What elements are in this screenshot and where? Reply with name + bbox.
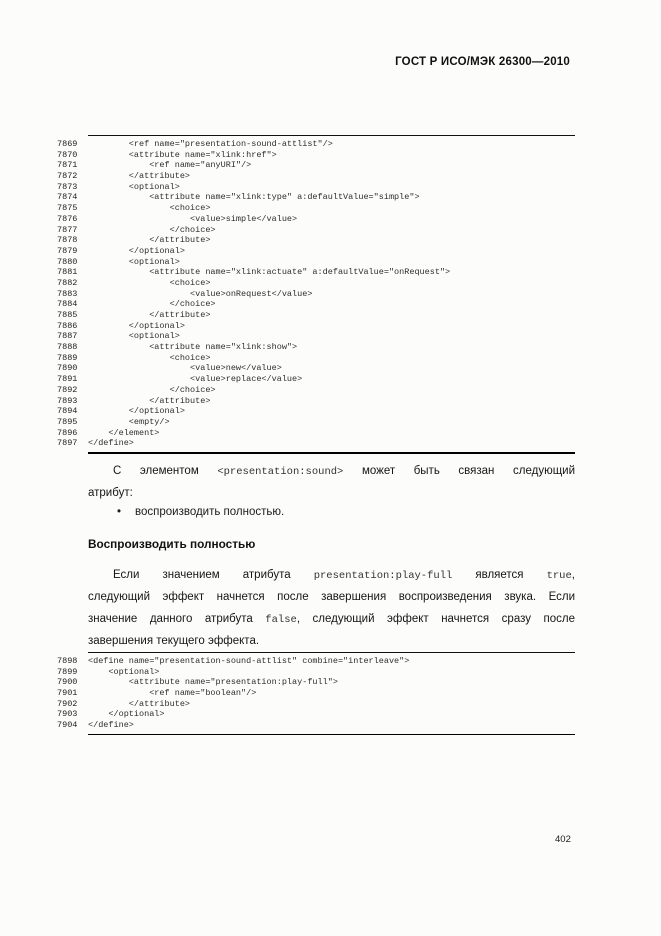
code-listing-2 bbox=[57, 652, 575, 735]
text-line bbox=[88, 609, 575, 631]
code-line bbox=[57, 235, 575, 246]
line-number: 7902 bbox=[57, 698, 78, 709]
code-text: <value>onRequest</value> bbox=[88, 288, 313, 299]
line-number: 7883 bbox=[57, 288, 78, 299]
line-number: 7875 bbox=[57, 203, 78, 214]
code-text: <optional> bbox=[88, 331, 180, 342]
code-line bbox=[57, 149, 575, 161]
line-number: 7896 bbox=[57, 427, 78, 438]
text-segment: Если значением атрибута bbox=[113, 569, 314, 581]
text-segment: значение данного атрибута bbox=[88, 612, 266, 625]
code-text: <attribute name="xlink:href"> bbox=[88, 149, 277, 160]
paragraph-2 bbox=[88, 565, 575, 652]
code-line bbox=[57, 427, 575, 439]
code-text: </define> bbox=[88, 438, 134, 449]
text-segment: false bbox=[265, 613, 297, 626]
line-number: 7888 bbox=[57, 342, 78, 353]
paragraph-1 bbox=[88, 461, 575, 505]
code-text: <empty/> bbox=[88, 416, 170, 427]
text-segment: , следующий эффект начнется сразу после bbox=[296, 612, 575, 625]
code-line bbox=[57, 342, 575, 353]
line-number: 7874 bbox=[57, 192, 78, 203]
page-number: 402 bbox=[555, 834, 571, 845]
code-line bbox=[57, 213, 575, 225]
line-number: 7882 bbox=[57, 277, 78, 288]
code-line bbox=[57, 395, 575, 407]
line-number: 7873 bbox=[57, 181, 78, 192]
code-text: </optional> bbox=[88, 245, 185, 256]
bullet-text: воспроизводить полностью. bbox=[135, 506, 285, 518]
code-line bbox=[57, 688, 575, 699]
code-line bbox=[57, 203, 575, 214]
code-line bbox=[57, 363, 575, 374]
code-line bbox=[57, 438, 575, 449]
line-number: 7900 bbox=[57, 677, 78, 688]
text-segment: true bbox=[546, 570, 572, 582]
code-text: <attribute name="presentation:play-full"> bbox=[88, 677, 338, 688]
line-number: 7890 bbox=[57, 363, 78, 374]
code-text: </attribute> bbox=[88, 171, 191, 182]
text-line bbox=[88, 565, 575, 587]
code-text: <ref name="presentation-sound-attlist"/> bbox=[88, 139, 333, 149]
code-text: <optional> bbox=[88, 181, 180, 192]
text-segment: атрибут: bbox=[88, 487, 133, 500]
line-number: 7894 bbox=[57, 406, 78, 417]
text-segment: завершения текущего эффекта. bbox=[88, 634, 260, 647]
code-text: </define> bbox=[88, 720, 134, 731]
code-text: <ref name="anyURI"/> bbox=[88, 160, 252, 171]
code-text: <value>replace</value> bbox=[88, 374, 303, 385]
line-number: 7887 bbox=[57, 331, 78, 342]
line-number: 7898 bbox=[57, 656, 78, 666]
line-number: 7885 bbox=[57, 310, 78, 320]
line-number: 7895 bbox=[57, 416, 78, 427]
code-text: </optional> bbox=[88, 406, 185, 417]
code-text: </choice> bbox=[88, 384, 216, 395]
code-line bbox=[57, 406, 575, 417]
text-line bbox=[88, 461, 575, 483]
bullet-marker: • bbox=[117, 506, 122, 518]
line-number: 7886 bbox=[57, 320, 78, 331]
code-text: <choice> bbox=[88, 203, 211, 214]
code-text: </optional> bbox=[88, 709, 165, 720]
code-line bbox=[57, 416, 575, 428]
line-number: 7884 bbox=[57, 299, 78, 310]
code-line bbox=[57, 171, 575, 182]
code-line bbox=[57, 384, 575, 396]
code-line bbox=[57, 331, 575, 342]
code-line bbox=[57, 224, 575, 236]
line-number: 7889 bbox=[57, 352, 78, 363]
line-number: 7878 bbox=[57, 235, 78, 246]
code-line bbox=[57, 352, 575, 364]
text-segment: является bbox=[452, 569, 547, 581]
line-number: 7899 bbox=[57, 666, 78, 677]
code-text: <attribute name="xlink:actuate" a:defaultValue="onRequest"> bbox=[88, 267, 451, 278]
line-number: 7870 bbox=[57, 149, 78, 160]
code-line bbox=[57, 256, 575, 268]
code-line bbox=[57, 139, 575, 150]
text-segment: может быть связан следующий bbox=[343, 465, 575, 477]
code-text: </attribute> bbox=[88, 310, 211, 320]
code-text: </optional> bbox=[88, 320, 185, 331]
code-text: <value>new</value> bbox=[88, 363, 282, 374]
code-text: </element> bbox=[88, 427, 160, 438]
line-number: 7904 bbox=[57, 720, 78, 731]
code-text: <choice> bbox=[88, 277, 211, 288]
code-text: <choice> bbox=[88, 352, 211, 363]
code-line bbox=[57, 267, 575, 278]
document-header: ГОСТ Р ИСО/МЭК 26300—2010 bbox=[395, 56, 570, 68]
text-segment: С элементом bbox=[113, 465, 218, 477]
code-line bbox=[57, 666, 575, 678]
code-text: <ref name="boolean"/> bbox=[88, 688, 257, 699]
code-line bbox=[57, 181, 575, 193]
code-text: <define name="presentation-sound-attlist" combine="interleave"> bbox=[88, 656, 410, 666]
text-segment: следующий эффект начнется после завершения воспроизведения звука. Если bbox=[88, 591, 575, 604]
code-text: </choice> bbox=[88, 224, 216, 235]
code-line bbox=[57, 709, 575, 720]
code-text: </attribute> bbox=[88, 698, 191, 709]
code-text: <attribute name="xlink:type" a:defaultValue="simple"> bbox=[88, 192, 420, 203]
line-number: 7881 bbox=[57, 267, 78, 278]
line-number: 7879 bbox=[57, 245, 78, 256]
text-segment: <presentation:sound> bbox=[217, 466, 344, 478]
code-line bbox=[57, 698, 575, 710]
line-number: 7892 bbox=[57, 384, 78, 395]
line-number: 7880 bbox=[57, 256, 78, 267]
line-number: 7877 bbox=[57, 224, 78, 235]
line-number: 7871 bbox=[57, 160, 78, 171]
code-text: </choice> bbox=[88, 299, 216, 310]
section-heading: Воспроизводить полностью bbox=[88, 537, 256, 551]
line-number: 7869 bbox=[57, 139, 78, 149]
text-line bbox=[88, 587, 575, 608]
line-number: 7872 bbox=[57, 171, 78, 182]
code-text: <value>simple</value> bbox=[88, 213, 298, 224]
code-text: <attribute name="xlink:show"> bbox=[88, 342, 298, 353]
code-line bbox=[57, 245, 575, 257]
code-text: <optional> bbox=[88, 666, 160, 677]
line-number: 7903 bbox=[57, 709, 78, 720]
code-text: </attribute> bbox=[88, 395, 211, 406]
bullet-item bbox=[88, 502, 575, 523]
code-line bbox=[57, 656, 575, 667]
text-segment: , bbox=[571, 569, 575, 581]
code-line bbox=[57, 320, 575, 332]
code-line bbox=[57, 677, 575, 688]
code-line bbox=[57, 299, 575, 310]
line-number: 7897 bbox=[57, 438, 78, 449]
code-line bbox=[57, 310, 575, 321]
text-line bbox=[88, 631, 575, 652]
code-text: <optional> bbox=[88, 256, 180, 267]
code-line bbox=[57, 160, 575, 171]
code-line bbox=[57, 374, 575, 385]
code-line bbox=[57, 720, 575, 731]
code-line bbox=[57, 277, 575, 289]
line-number: 7901 bbox=[57, 688, 78, 699]
text-segment: presentation:play-full bbox=[313, 570, 453, 582]
line-number: 7876 bbox=[57, 213, 78, 224]
code-line bbox=[57, 192, 575, 203]
code-text: </attribute> bbox=[88, 235, 211, 246]
code-listing-1 bbox=[57, 135, 575, 454]
code-line bbox=[57, 288, 575, 300]
line-number: 7893 bbox=[57, 395, 78, 406]
line-number: 7891 bbox=[57, 374, 78, 385]
